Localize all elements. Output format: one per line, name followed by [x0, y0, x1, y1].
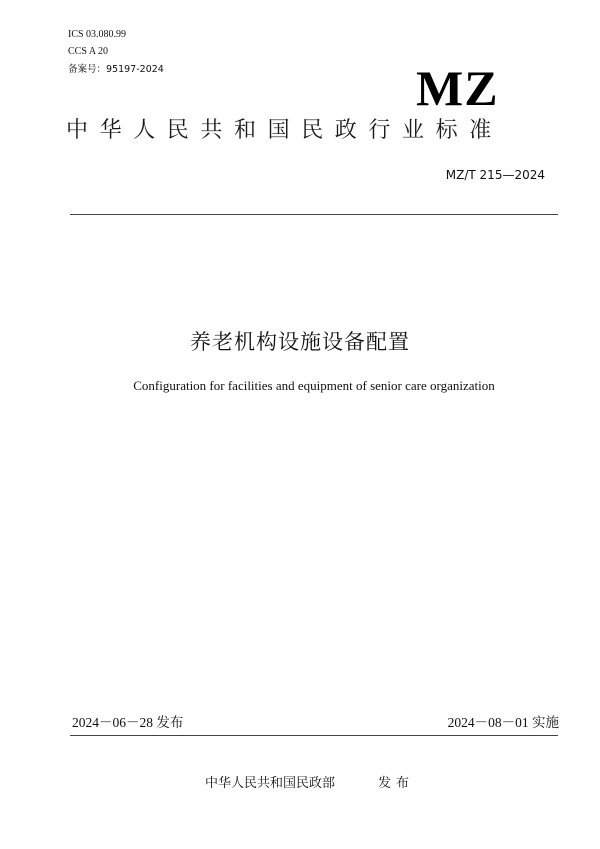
bottom-divider [70, 735, 558, 736]
implement-label: 实施 [532, 715, 559, 731]
standard-number: MZ/T 215—2024 [445, 168, 545, 182]
publish-date [72, 715, 183, 731]
issue-label: 发布 [378, 776, 415, 791]
ics-code: ICS 03.080.99 [68, 29, 127, 40]
implement-date [448, 715, 559, 731]
standard-category: 中华人民共和国民政行业标准 [66, 118, 503, 143]
mz-logo: MZ [416, 60, 499, 116]
publish-label: 发布 [156, 715, 184, 731]
title-chinese: 养老机构设施设备配置 [190, 330, 410, 354]
title-english: Configuration for facilities and equipment of senior care organization [133, 378, 495, 393]
ccs-code: CCS A 20 [68, 46, 109, 57]
implement-date-value: 2024－08－01 [447, 715, 529, 730]
top-divider [70, 214, 558, 215]
record-number: 备案号：95197-2024 [68, 64, 164, 75]
publish-date-value: 2024－06－28 [72, 715, 153, 730]
issuing-authority: 中华人民共和国民政部 [205, 776, 336, 791]
